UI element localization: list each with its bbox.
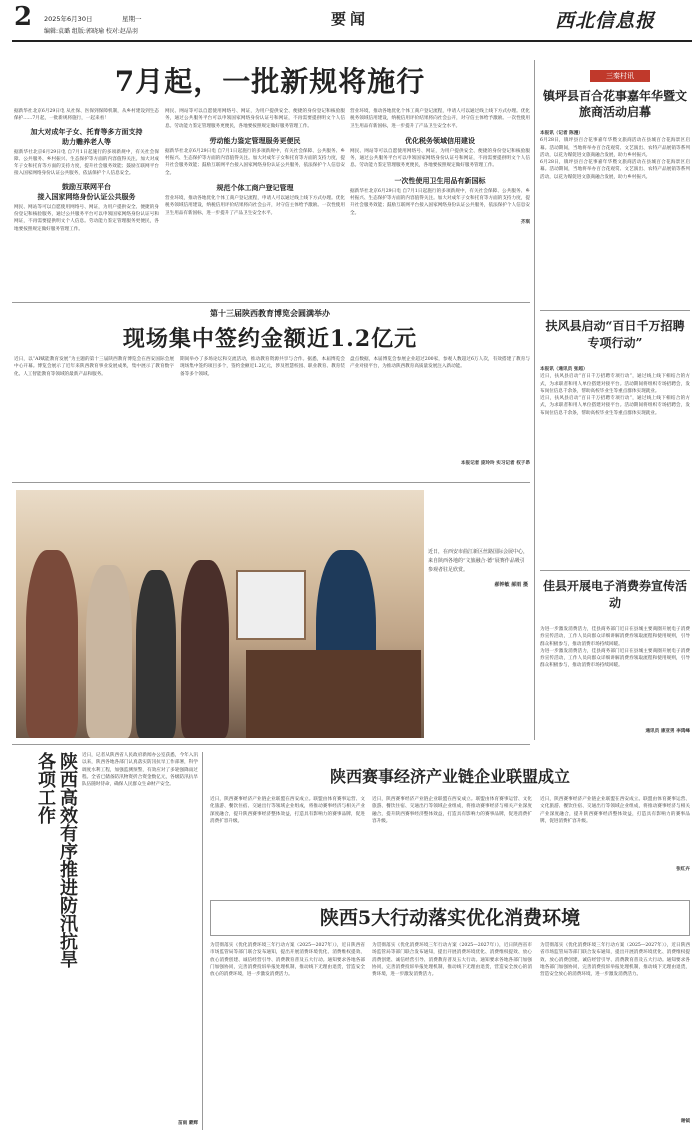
lead-sub-4: 规范个体工商户登记管理 (216, 183, 294, 193)
sidebar-s2-text: 近日，扶风县启动“百日千万招聘专项行动”，通过线上线下相结合的方式，为求职者和用人单位搭建对接平台。活动期间将组织专场招聘会，发布岗位信息千余条，帮助高校毕业生等重点群体实现就业。 (540, 374, 690, 394)
visitor-figure (86, 565, 132, 738)
consumption-headline: 陕西5大行动落实优化消费环境 (319, 907, 581, 929)
consumption-headline-box (210, 900, 690, 936)
divider-flood (202, 752, 203, 1130)
visitor-figure (181, 560, 229, 738)
consumption-author: 谢钺 (680, 1119, 690, 1124)
industry-col-2: 近日，陕西赛事经济产业链企业联盟在西安成立。联盟由体育赛事运营、文化旅游、餐饮住宿、交通出行等领域企业组成，将推动赛事经济与相关产业深度融合，提升陕西赛事经济整体效益，打造具有影响力的赛事品牌，促进消费扩容升级。 (372, 797, 532, 824)
lead-col2-text-b: 据新华社北京6月29日电 自7月1日起施行的多项新规中，有关社会保障、公共服务、乡村振兴、生态保护等方面的内容值得关注。加大对成年子女和托育等方面的支持力度，提升社会服务效能；鼓励互联网平台接入国家网络身份认证公共服务，依法保护个人信息安全。 (165, 148, 345, 176)
flood-text: 近日，记者从陕西省人民政府新闻办公室获悉，今年入汛以来，陕西各地各部门认真落实防汛抗旱工作部署，科学调度水利工程，加强监测预警，有效应对了多轮强降雨过程。全省已储备防汛物资折合资金数亿元，各级防汛抗旱队伍随时待命，确保人民群众生命财产安全。 (82, 753, 198, 788)
lead-col3-text-b: 网民、网站等可以自愿使用网络号、网证，为用户提供安全、便捷的身份登记和核验服务，通过公共服务平台可以申领国家网络身份认证号和网证，不再需要提供明文个人信息。劳动能力鉴定管理服务更便民，各地要按照规定做好服务管理工作。 (350, 148, 530, 169)
visitor-figure (136, 570, 176, 738)
sidebar-s3-text-b: 为进一步激发消费活力，佳县商务部门近日在县城主要商圈开展电子消费券宣传活动，工作人员向群众详细讲解消费券领取流程和使用规则，引导群众积极参与，推动消费市场持续回暖。 (540, 648, 690, 669)
expo-col-3: 盘点数据，本届博览会参展企业超过200家，参观人数超过6万人次，有效搭建了教育与产业对接平台，为推动陕西教育高质量发展注入新动能。 (350, 357, 530, 370)
sidebar-s3-body (540, 626, 690, 726)
photo-credit: 郝钟敏 郝雨 摄 (494, 582, 528, 588)
lead-col1-text: 据新华社北京6月29日电 自7月1日起施行的多项新规中，有关社会保障、公共服务、乡村振兴、生态保护等方面的内容值得关注。加大对成年子女和托育等方面的支持力度，提升社会服务效能；鼓励互联网平台接入国家网络身份认证公共服务，依法保护个人信息安全。 (14, 149, 159, 177)
photo-caption: 近日，在西安市曲江新区丝路国际会展中心，来自陕西各地的“文旅融合·德”展赛作品吸引参观者驻足欣赏。 (428, 549, 528, 573)
lead-intro: 据新华社北京6月29日电 从社保、医保到保障机制，从乡村建设到生态保护……7月起，一批新规将施行，一起来看！ (14, 109, 159, 122)
lead-sub-1: 加大对成年子女、托育等多方面支持 (30, 126, 143, 136)
sidebar-divider-1 (540, 310, 690, 311)
photo-caption-box (428, 548, 528, 738)
industry-col-3: 近日，陕西赛事经济产业链企业联盟在西安成立。联盟由体育赛事运营、文化旅游、餐饮住宿、交通出行等领域企业组成，将推动赛事经济与相关产业深度融合，提升陕西赛事经济整体效益，打造具有影响力的赛事品牌，促进消费扩容升级。 (540, 797, 690, 824)
sidebar-s2-headline: 扶风县启动“百日千万招聘专项行动” (545, 319, 685, 350)
header-rule (12, 40, 692, 42)
flood-headline: 陕西高效有序推进防汛抗旱各项工作 (35, 752, 78, 968)
sidebar-tag: 三秦村讯 (590, 70, 650, 82)
page-number: 2 (14, 2, 33, 32)
expo-headline: 现场集中签约金额近1.2亿元 (122, 326, 418, 352)
sidebar-s3-author: 通讯员 康亚男 李鸿峰 (645, 729, 690, 734)
sidebar-s1-text: 6月28日，镇坪县百合花事嘉年华暨文旅商活动在县城百合花海景区启幕。活动期间，当地将举办百合花观赏、文艺演出、农特产品展销等系列活动，以花为媒促进文旅商融合发展，助力乡村振兴。 (540, 138, 690, 158)
consumption-col-1: 为贯彻落实《优化消费环境三年行动方案（2025—2027年）》，近日陕西省市场监管局等部门联合发布通知，提出开展消费环境优化、消费维权提效、放心消费创建、诚信经营引导、消费教育普及五大行动。通知要求各地各部门加强协同，完善消费投诉举报处理机制，推动线下无理由退货，营造安全放心的消费环境，进一步激发消费活力。 (210, 943, 365, 978)
lead-col3-text-c: 据新华社北京6月29日电 自7月1日起施行的多项新规中，有关社会保障、公共服务、乡村振兴、生态保护等方面的内容值得关注。加大对成年子女和托育等方面的支持力度，提升社会服务效能；鼓励互联网平台接入国家网络身份认证公共服务，依法保护个人信息安全。 (350, 188, 530, 216)
issue-weekday: 星期一 (122, 15, 142, 23)
sidebar-s3-headline: 佳县开展电子消费券宣传活动 (542, 579, 687, 610)
display-cabinet (246, 650, 421, 738)
lead-author: 齐琪 (520, 219, 530, 225)
exhibition-photo (16, 490, 424, 738)
section-title: 要闻 (330, 10, 369, 28)
artwork-display (236, 570, 306, 640)
expo-author: 本报记者 庞玲玲 实习记者 权子昂 (460, 461, 530, 466)
sidebar-s2-text-b: 近日，扶风县启动“百日千万招聘专项行动”，通过线上线下相结合的方式，为求职者和用人单位搭建对接平台。活动期间将组织专场招聘会，发布岗位信息千余条，帮助高校毕业生等重点群体实现就业。 (540, 396, 690, 416)
lead-sub-3: 劳动能力鉴定管理服务更便民 (209, 135, 301, 145)
lead-sub-2: 鼓励互联网平台 (62, 181, 111, 191)
lead-col-1 (14, 108, 159, 298)
lead-col-3 (350, 108, 530, 298)
divider-lead (12, 302, 530, 303)
sidebar-s2-author: 本报讯（通讯员 张超） (540, 367, 588, 372)
paper-logo: 西北信息报 (555, 10, 656, 32)
industry-headline: 陕西赛事经济产业链企业联盟成立 (329, 767, 570, 786)
lead-headline: 7月起，一批新规将施行 (114, 65, 426, 98)
consumption-col-3: 为贯彻落实《优化消费环境三年行动方案（2025—2027年）》，近日陕西省市场监管局等部门联合发布通知，提出开展消费环境优化、消费维权提效、放心消费创建、诚信经营引导、消费教育普及五大行动。通知要求各地各部门加强协同，完善消费投诉举报处理机制，推动线下无理由退货，营造安全放心的消费环境，进一步激发消费活力。 (540, 943, 690, 978)
expo-col-1: 近日，以“AI赋能教育发展”为主题的第十三届陕西教育博览会在西安国际会展中心开幕。博览会展示了近年来陕西教育事业发展成果，集中展示了教育数字化、人工智能教育等领域的最新产品和服务。 (14, 357, 174, 377)
sidebar-s1-author: 本报讯（记者 陈漫） (540, 131, 583, 136)
lead-col-2 (165, 108, 345, 298)
sidebar-s1-body (540, 130, 690, 306)
sidebar-s2-body (540, 366, 690, 566)
staff-credits: 编辑:袁璐 组版:郭晓瑜 校对:赵晶羽 (44, 28, 138, 35)
flood-author: 苗雨 蒙辉 (178, 1121, 198, 1126)
consumption-col-2: 为贯彻落实《优化消费环境三年行动方案（2025—2027年）》，近日陕西省市场监管局等部门联合发布通知，提出开展消费环境优化、消费维权提效、放心消费创建、诚信经营引导、消费教育普及五大行动。通知要求各地各部门加强协同，完善消费投诉举报处理机制，推动线下无理由退货，营造安全放心的消费环境，进一步激发消费活力。 (372, 943, 532, 978)
lead-sub-6: 一次性使用卫生用品有新国标 (394, 175, 486, 185)
lead-sub-2b: 接入国家网络身份认证公共服务 (37, 191, 136, 201)
sidebar-s1-headline: 镇坪县百合花事嘉年华暨文旅商活动启幕 (542, 89, 687, 119)
industry-author: 张红卉 (676, 867, 690, 872)
page-header (0, 0, 700, 46)
divider-expo (12, 482, 530, 483)
sidebar-s1-text-b: 6月28日，镇坪县百合花事嘉年华暨文旅商活动在县城百合花海景区启幕。活动期间，当地将举办百合花观赏、文艺演出、农特产品展销等系列活动，以花为媒促进文旅商融合发展，助力乡村振兴。 (540, 160, 690, 180)
lead-col2-text: 网民、网站等可以自愿使用网络号、网证，为用户提供安全、便捷的身份登记和核验服务，通过公共服务平台可以申领国家网络身份认证号和网证，不再需要提供明文个人信息。劳动能力鉴定管理服务更便民，各地要按照规定做好服务管理工作。 (165, 109, 345, 129)
sidebar-divider-2 (540, 570, 690, 571)
lead-col2-text-c: 营业环境，推动各地优化个体工商户登记流程，申请人可以通过线上线下方式办理。优化税务领域信用建设，纳税信用评价结果将向社会公开，对守信主体给予激励。一次性使用卫生用品有新国标，进一步提升了产品卫生安全水平。 (165, 196, 345, 216)
issue-date: 2025年6月30日 (44, 15, 93, 23)
visitor-figure (26, 550, 78, 738)
expo-col-2: 期间举办了多场论坛和交流活动，推动教育资源共享与合作。据悉，本届博览会现场集中签约项目多个，签约金额近1.2亿元，涉及智慧校园、职业教育、教育装备等多个领域。 (180, 357, 345, 377)
lead-sub-5: 优化税务领域信用建设 (405, 135, 475, 145)
lead-col3-text: 营业环境，推动各地优化个体工商户登记流程，申请人可以通过线上线下方式办理。优化税务领域信用建设，纳税信用评价结果将向社会公开，对守信主体给予激励。一次性使用卫生用品有新国标，进一步提升了产品卫生安全水平。 (350, 109, 530, 129)
expo-kicker: 第十三届陕西教育博览会圆满举办 (210, 308, 330, 318)
lead-col1-text-b: 网民、网站等可以自愿使用网络号、网证，为用户提供安全、便捷的身份登记和核验服务，通过公共服务平台可以申领国家网络身份认证号和网证，不再需要提供明文个人信息。劳动能力鉴定管理服务更便民，各地要按照规定做好服务管理工作。 (14, 204, 159, 232)
industry-col-1: 近日，陕西赛事经济产业链企业联盟在西安成立。联盟由体育赛事运营、文化旅游、餐饮住宿、交通出行等领域企业组成，将推动赛事经济与相关产业深度融合，提升陕西赛事经济整体效益，打造具有影响力的赛事品牌，促进消费扩容升级。 (210, 797, 365, 824)
divider-photo (12, 744, 530, 745)
sidebar-rule (534, 60, 535, 740)
sidebar-s3-text: 为进一步激发消费活力，佳县商务部门近日在县城主要商圈开展电子消费券宣传活动，工作人员向群众详细讲解消费券领取流程和使用规则，引导群众积极参与，推动消费市场持续回暖。 (540, 627, 690, 647)
lead-sub-1b: 助力赡养老人等 (62, 136, 111, 146)
